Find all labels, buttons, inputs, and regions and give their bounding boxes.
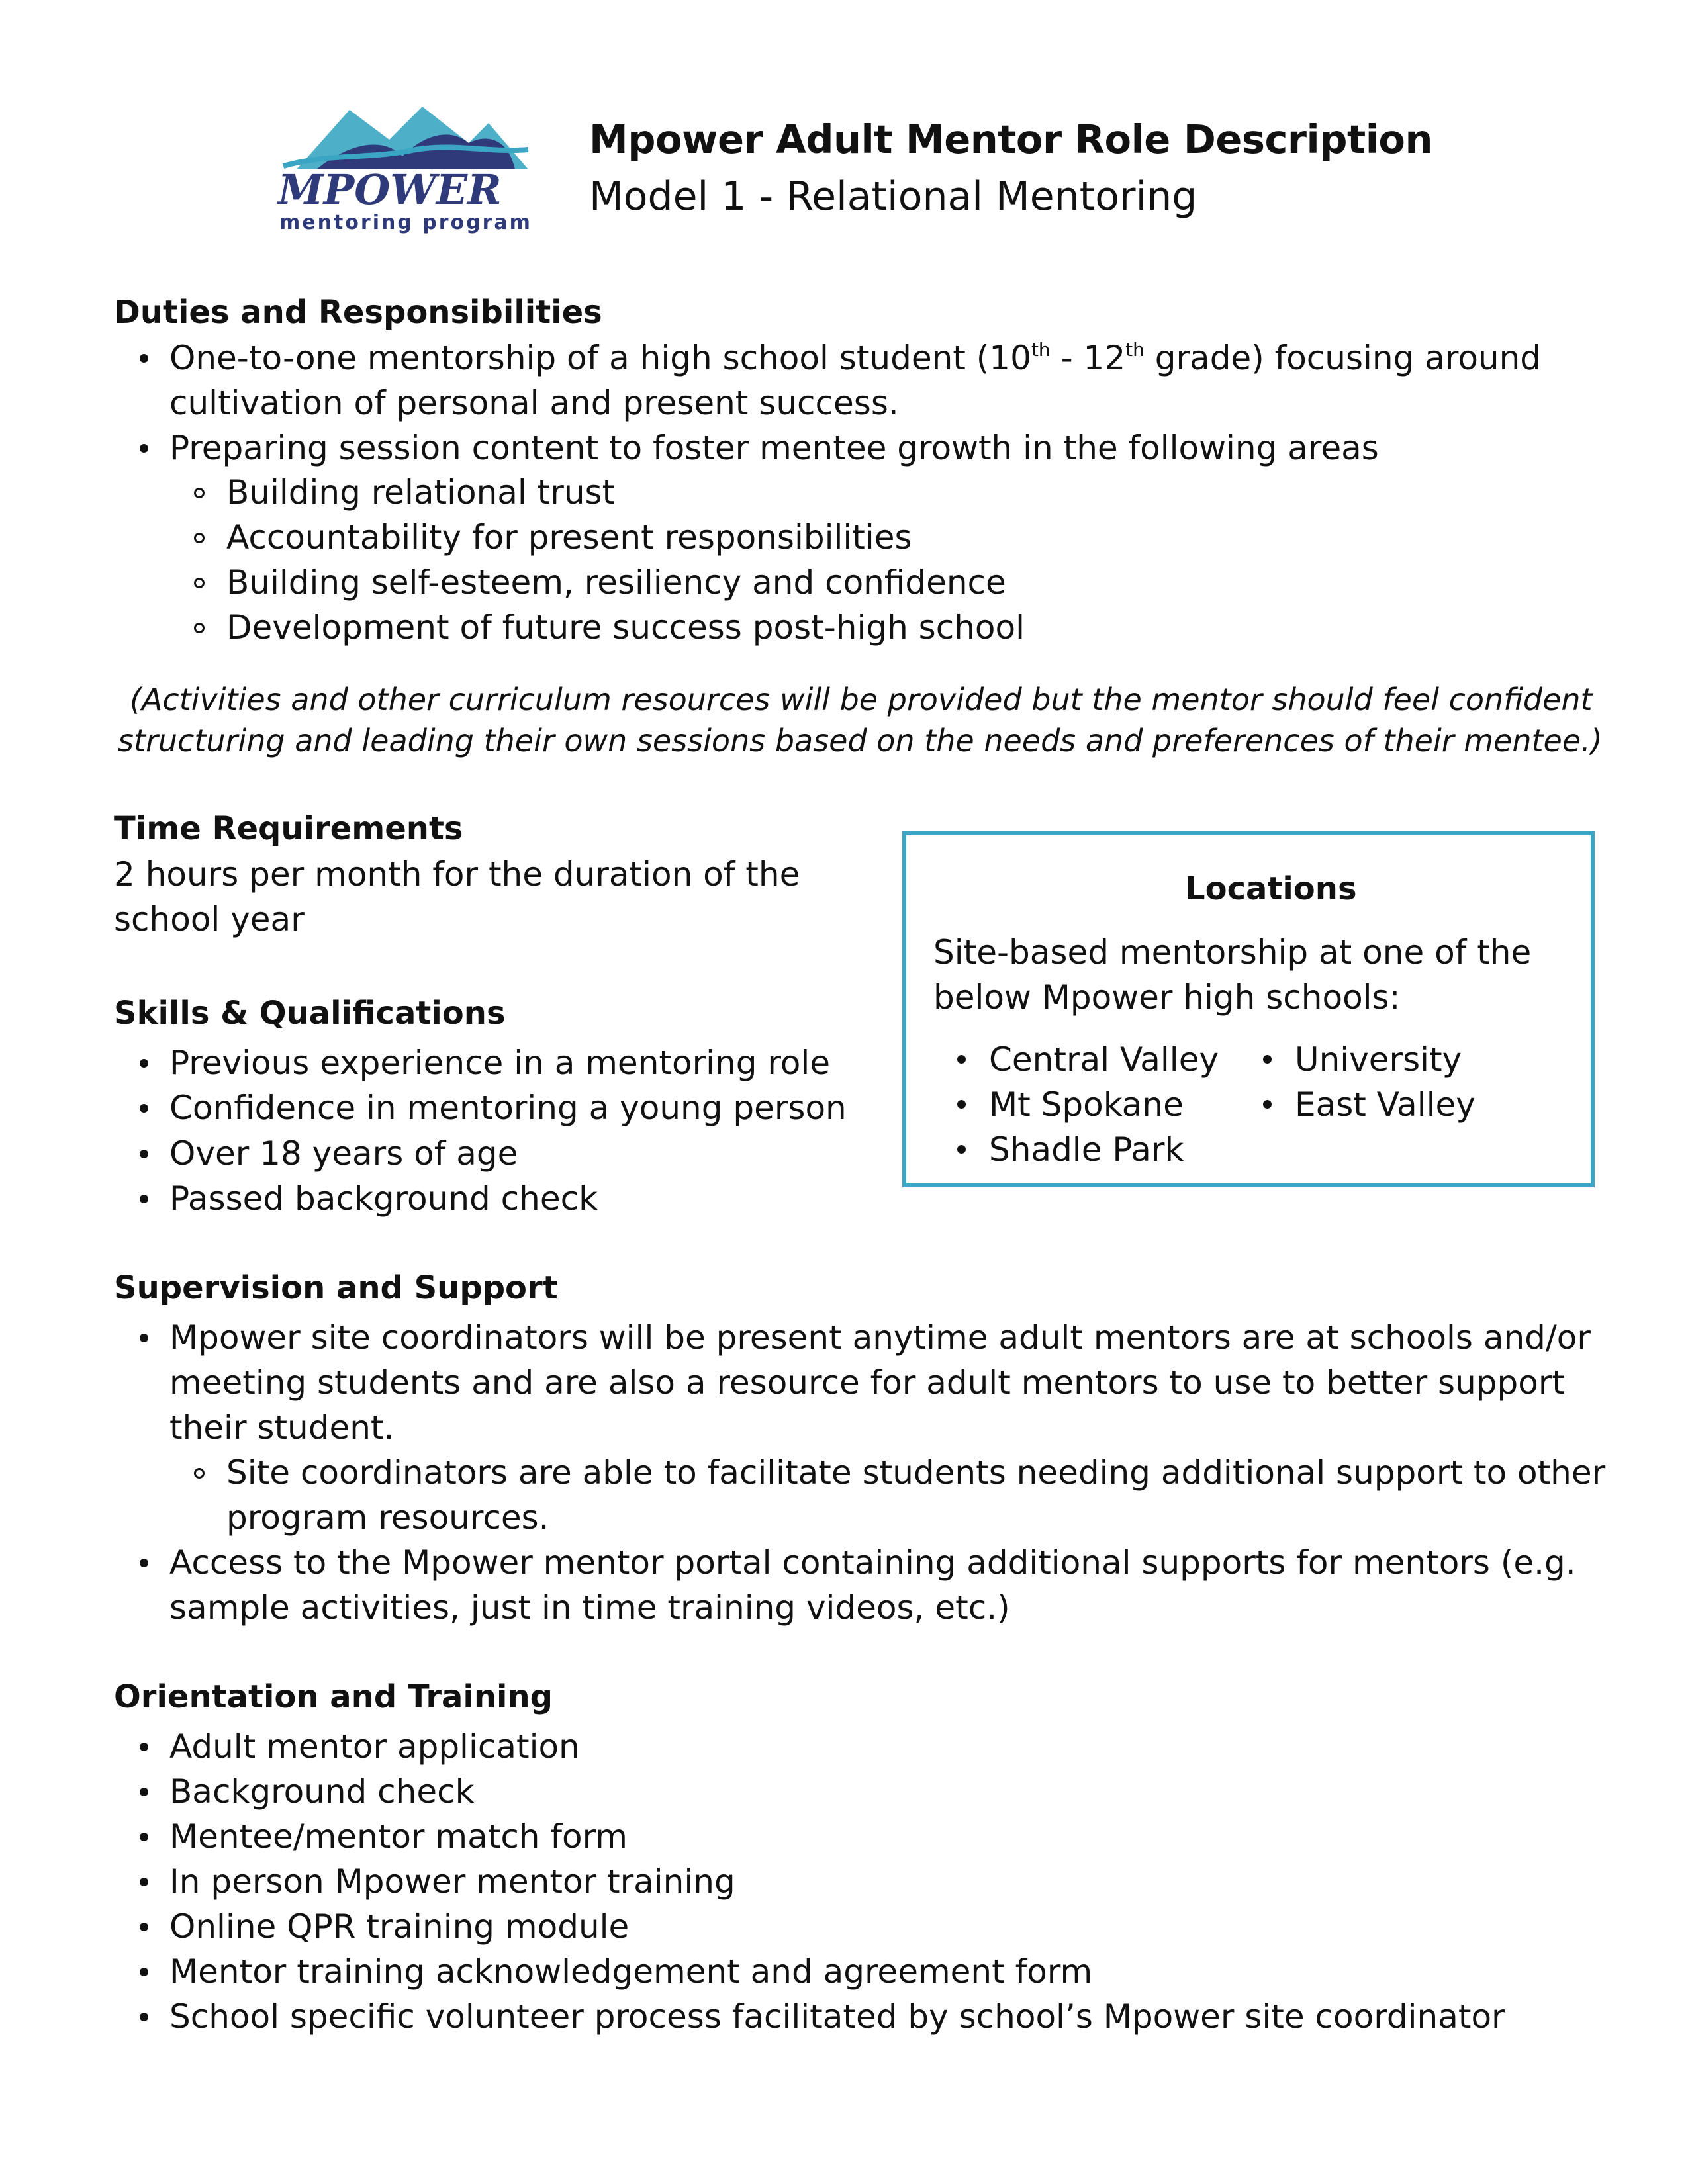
skills-item: Over 18 years of age — [169, 1134, 518, 1173]
locations-heading: Locations — [1185, 870, 1357, 907]
bullet-icon — [140, 1059, 148, 1068]
time-line-1: 2 hours per month for the duration of the — [114, 855, 800, 893]
supervision-item-2-cont: sample activities, just in time training videos, etc.) — [169, 1588, 1010, 1627]
skills-item: Confidence in mentoring a young person — [169, 1089, 847, 1127]
logo-wordmark: MPOWER — [278, 165, 502, 214]
supervision-item-1-cont: meeting students and are also a resource for adult mentors to use to better support — [169, 1363, 1566, 1402]
supervision-subitem: Site coordinators are able to facilitate students needing additional support to other — [226, 1453, 1606, 1492]
duties-subitem: Building self-esteem, resiliency and confidence — [226, 563, 1006, 602]
bullet-icon — [140, 444, 148, 453]
school-item: Central Valley — [989, 1040, 1219, 1079]
duties-subitem: Development of future success post-high school — [226, 608, 1025, 647]
bullet-icon — [140, 1968, 148, 1976]
supervision-item-1: Mpower site coordinators will be present anytime adult mentors are at schools and/or — [169, 1318, 1591, 1357]
skills-item: Passed background check — [169, 1179, 598, 1218]
orientation-item: Mentee/mentor match form — [169, 1817, 628, 1856]
school-item: University — [1295, 1040, 1462, 1079]
bullet-icon — [957, 1100, 966, 1109]
curriculum-note-line1: (Activities and other curriculum resources will be provided but the mentor should feel confident — [130, 682, 1593, 717]
bullet-icon — [140, 1878, 148, 1886]
skills-item: Previous experience in a mentoring role — [169, 1044, 831, 1082]
duties-item-2: Preparing session content to foster mentee growth in the following areas — [169, 429, 1379, 467]
circle-bullet-icon — [194, 623, 205, 633]
bullet-icon — [1263, 1100, 1272, 1109]
mpower-logo — [270, 97, 535, 236]
curriculum-note-line2: structuring and leading their own sessions based on the needs and preferences of their mentee.) — [118, 723, 1603, 758]
school-item: Mt Spokane — [989, 1085, 1184, 1124]
duties-subitem: Building relational trust — [226, 473, 616, 512]
locations-line-1: Site-based mentorship at one of the — [933, 933, 1532, 972]
bullet-icon — [140, 1195, 148, 1203]
page-subtitle: Model 1 - Relational Mentoring — [589, 173, 1197, 220]
duties-heading: Duties and Responsibilities — [114, 294, 602, 331]
orientation-item: Online QPR training module — [169, 1907, 630, 1946]
supervision-heading: Supervision and Support — [114, 1269, 558, 1306]
page-title: Mpower Adult Mentor Role Description — [589, 116, 1432, 162]
mountain-logo-icon — [270, 97, 535, 236]
bullet-icon — [140, 2013, 148, 2021]
bullet-icon — [140, 354, 148, 363]
bullet-icon — [957, 1055, 966, 1064]
orientation-item: In person Mpower mentor training — [169, 1862, 735, 1901]
supervision-item-2: Access to the Mpower mentor portal containing additional supports for mentors (e.g. — [169, 1543, 1576, 1582]
logo-tagline: mentoring program — [279, 211, 532, 234]
bullet-icon — [140, 1923, 148, 1931]
duties-subitem: Accountability for present responsibilities — [226, 518, 912, 557]
time-line-2: school year — [114, 900, 305, 938]
orientation-item: Mentor training acknowledgement and agreement form — [169, 1952, 1093, 1991]
skills-heading: Skills & Qualifications — [114, 995, 506, 1032]
bullet-icon — [140, 1150, 148, 1158]
school-item: East Valley — [1295, 1085, 1476, 1124]
circle-bullet-icon — [194, 488, 205, 498]
bullet-icon — [140, 1334, 148, 1342]
bullet-icon — [957, 1145, 966, 1154]
locations-line-2: below Mpower high schools: — [933, 978, 1401, 1017]
school-item: Shadle Park — [989, 1130, 1184, 1169]
bullet-icon — [140, 1833, 148, 1841]
circle-bullet-icon — [194, 533, 205, 543]
time-heading: Time Requirements — [114, 810, 463, 847]
bullet-icon — [140, 1788, 148, 1796]
duties-item-1: One-to-one mentorship of a high school student (10th - 12th grade) focusing around — [169, 339, 1542, 377]
bullet-icon — [1263, 1055, 1272, 1064]
orientation-heading: Orientation and Training — [114, 1678, 553, 1715]
circle-bullet-icon — [194, 1468, 205, 1479]
orientation-item: Adult mentor application — [169, 1727, 580, 1766]
bullet-icon — [140, 1743, 148, 1751]
supervision-item-1-cont: their student. — [169, 1408, 395, 1447]
duties-item-1-cont: cultivation of personal and present success. — [169, 384, 899, 422]
circle-bullet-icon — [194, 578, 205, 588]
bullet-icon — [140, 1104, 148, 1113]
orientation-item: School specific volunteer process facilitated by school’s Mpower site coordinator — [169, 1997, 1505, 2036]
bullet-icon — [140, 1559, 148, 1567]
orientation-item: Background check — [169, 1772, 475, 1811]
supervision-subitem-cont: program resources. — [226, 1498, 549, 1537]
